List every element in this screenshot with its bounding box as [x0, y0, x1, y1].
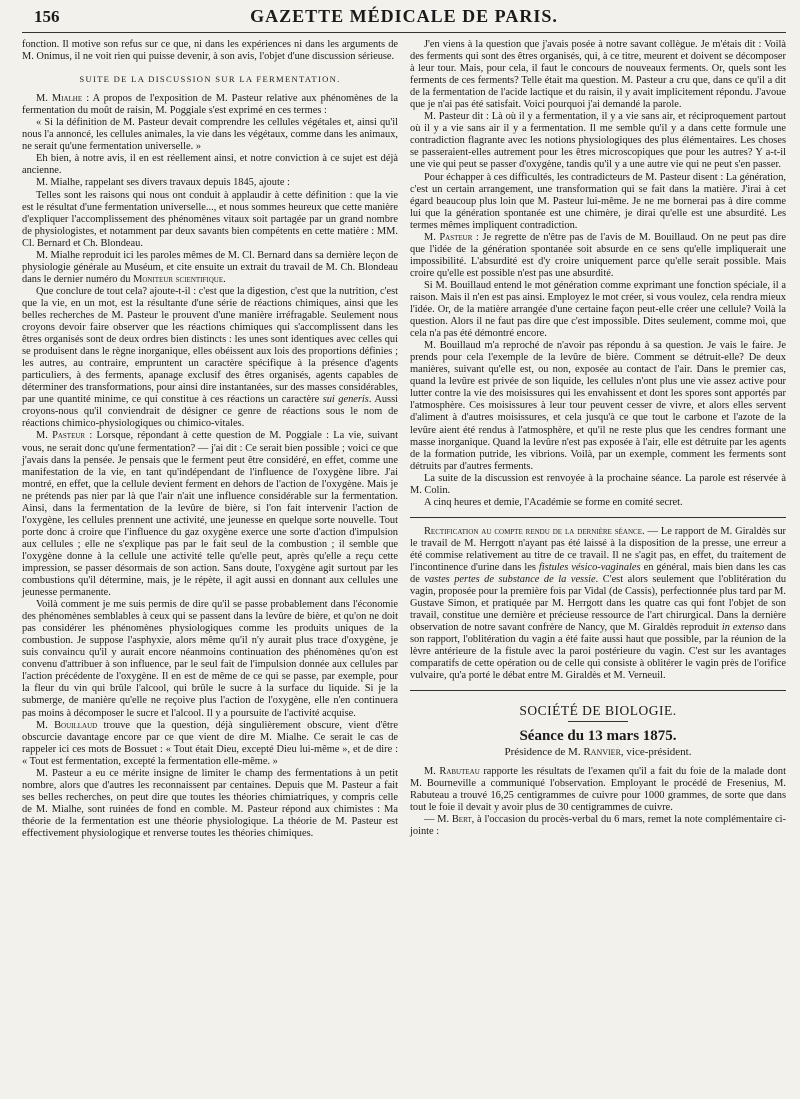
- paragraph: [410, 814, 786, 838]
- divider: [410, 517, 786, 518]
- paragraph: [22, 250, 398, 286]
- paragraph-text: en général, mais bien dans les cas de: [410, 561, 786, 586]
- paragraph: J'en viens à la question que j'avais posée à notre savant collègue. Je m'étais dit : Voilà des ferments qui sont des êtres organisés, qui, à ce titre, meurent et doivent se décomposer à leur tour. Mais, pour cela, il faut le concours de nouveaux ferments. Or, quels sont les ferments de ces ferments? Telle était ma question. M. Pasteur a cru que, dans ce qu'il a dit de la fermentation de l'acide lactique et du raisin, il y avait implicitement répondu. J'avoue que je n'ai pas été satisfait. Voici pourquoi j'ai demandé la parole.: [410, 39, 786, 111]
- paragraph-text: dans son rapport, l'oblitération du vagin a été faite aussi haut que possible, par la réunion de la lèvre antérieure de la fistule avec la paroi postérieure du vagin. C'est sur les avantages comparatifs de cette opération ou de celle qui consiste à oblitérer le vagin près de l'orifice vulvaire, qu'a porté le débat entre M. Giraldès et M. Verneuil.: [410, 622, 786, 682]
- paragraph: Telles sont les raisons qui nous ont conduit à applaudir à cette définition : que la vie est le résultat d'une fermentation universelle..., et nous sommes heureux que cette manière d'expliquer l'accomplissement des phénomènes vitaux soit partagée par un grand nombre de physiologistes, et notamment par deux savants bien compétents en cette matière : MM. Cl. Bernard et Ch. Blondeau.: [22, 189, 398, 249]
- paragraph-text: .: [223, 273, 226, 285]
- paragraph-text: M. Mialhe reproduit ici les paroles mêmes de M. Cl. Bernard dans sa dernière leçon de physiologie générale au Muséum, et cite ensuite un extrait du travail de M. Ch. Blondeau dans le dernier numéro du: [22, 249, 398, 285]
- paragraph: M. Pasteur dit : Là où il y a fermentation, il y a vie sans air, et réciproquement partout où il y a vie sans air il y a fermentation. Il me semble qu'il y a dans cette formule une contradiction flagrante avec les notions physiologiques des plus élémentaires. Les choses se passeraient-elles autrement pour les êtres microscopiques que pour les autres? Y a-t-il une vie qui peut se passer d'oxygène, tandis qu'il y a une autre vie qui ne peut s'en passer.: [410, 111, 786, 171]
- rectification-heading: Rectification au compte rendu de la dernière séance.: [424, 525, 645, 537]
- rectification-paragraph: [410, 526, 786, 683]
- speaker-name: M. Pasteur: [36, 430, 86, 442]
- paragraph: [22, 720, 398, 768]
- society-title: SOCIÉTÉ DE BIOLOGIE.: [519, 703, 677, 719]
- italic-term: sui generis: [322, 394, 369, 406]
- paragraph: [410, 766, 786, 814]
- italic-term: fistules vésico-vaginales: [538, 561, 641, 573]
- left-column: [22, 39, 398, 840]
- paragraph: [22, 430, 398, 599]
- paragraph: M. Pasteur a eu ce mérite insigne de limiter le champ des fermentations à un petit nombre, alors que d'autres les reconnaissent par centaines. Depuis que M. Pasteur a fait ses belles recherches, on peut dire que toutes les théories chimiatriques, y compris celle de M. Mialhe, sont ruinées de fond en comble. M. Pasteur répond aux chimistes : Ma théorie de la fermentation est une théorie physiologique. La théorie de M. Pasteur est effectivement physiologique et renverse toutes les théories chimiques.: [22, 767, 398, 839]
- paragraph: Pour échapper à ces difficultés, les contradicteurs de M. Pasteur disent : La génération, c'est un certain arrangement, une transformation qui se fait dans la matière. J'irai à cet égard beaucoup plus loin que M. Pasteur lui-même. Je ne me bornerai pas à dire comme lui que la génération spontanée est une chimère, je dirai qu'elle est une absurdité. Les termes mêmes impliquent contradiction.: [410, 171, 786, 231]
- speaker-name: M. Mialhe: [36, 93, 83, 105]
- paragraph: La suite de la discussion est renvoyée à la prochaine séance. La parole est réservée à M. Colin.: [410, 472, 786, 496]
- paragraph-text: Que conclure de tout cela? ajoute-t-il : c'est que la digestion, c'est que la nutrition, c'est que la vie, en un mot, est la résultante d'une série de réactions chimiques, ainsi que les belles recherches de M. Pasteur le prouvent d'une manière irréfragable. Seulement nous croyons devoir faire observer que les réactions chimiques qui s'accomplissent dans les êtres organisés sont de deux ordres bien distincts : les unes sont identiques avec celles qui se produisent dans le règne inorganique, elles obéissent aux lois des proportions définies ; les autres, au contraire, empruntent un caractère spécifique à la présence d'agents particuliers, à des ferments, apanage exclusif des êtres organisés, agents capables de déterminer des transformations, pour ainsi dire instantanées, sur des masses considérables, par une quantité minime, ce qui constitue à ces réactions un caractère: [22, 285, 398, 406]
- right-column: [410, 39, 786, 840]
- short-divider: [568, 721, 628, 722]
- session-title: Séance du 13 mars 1875.: [519, 728, 677, 745]
- italic-term: in extenso: [721, 622, 765, 634]
- italic-term: vastes pertes de substance de la vessie: [424, 574, 596, 586]
- presidency-line: [410, 746, 786, 758]
- speaker-name: M. Pasteur: [424, 231, 473, 243]
- presidency-text: Présidence de M.: [504, 745, 584, 758]
- speaker-name: M. Bouillaud: [36, 719, 98, 731]
- quotation: « Si la définition de M. Pasteur devait comprendre les cellules végétales et, ainsi qu'il nous l'a annoncé, les cellules animales, la vie dans les végétaux, comme dans les animaux, ne serait qu'une fermentation universelle. »: [22, 117, 398, 153]
- paragraph-text: trouve que la question, déjà singulièrement obscure, vient d'être obscurcie davantage encore par ce que vient de dire M. Mialhe. Ce serait le cas de rappeler ici ces mots de Bossuet : « Tout était Dieu, excepté Dieu lui-même », et de dire : « Tout est fermentation, excepté la fermentation elle-même. »: [22, 719, 398, 767]
- paragraph: Eh bien, à notre avis, il en est réellement ainsi, et notre conviction à ce sujet est déjà ancienne.: [22, 153, 398, 177]
- president-name: Ranvier: [583, 745, 621, 758]
- paragraph: A cinq heures et demie, l'Académie se forme en comité secret.: [424, 496, 683, 508]
- paragraph: M. Bouillaud m'a reproché de n'avoir pas répondu à sa question. Je vais le faire. Je prends pour cela l'exemple de la levûre de bière. Comment se détruit-elle? De deux manières, suivant qu'elle est, ou non, exposée au contact de l'air. Dans le premier cas, quand la levûre est privée de son liquide, les cellules n'ont plus une vie assez active pour lutter contre la vie des moisissures qui les envahissent et dont les spores sont apportés par l'atmosphère. Ces moisissures à leur tour peuvent cesser de vivre, et alors elles servent d'aliment à d'autres moisissures, et cela jusqu'à ce que tout le carbone et l'azote de la levûre aient été rendus à l'atmosphère, et qu'il ne reste plus que les cendres formant une masse inorganique. Quand la levûre n'est pas exposée à l'air, elle est détruite par les agents de la formation putride, les vibrions. Voilà, par un exemple, comment les ferments sont détruits par d'autres ferments.: [410, 340, 786, 472]
- paragraph: M. Mialhe, rappelant ses divers travaux depuis 1845, ajoute :: [36, 177, 290, 189]
- divider: [410, 690, 786, 691]
- paragraph: fonction. Il motive son refus sur ce que, ni dans les expériences ni dans les arguments de M. Onimus, il ne voit rien qui puisse devenir, à son avis, l'objet d'une discussion sérieuse.: [22, 39, 398, 63]
- paragraph: [410, 232, 786, 280]
- paragraph-text: — Le rapport de M. Giraldès sur le travail de M. Herrgott n'ayant pas été laissé à la disposition de la presse, une erreur a été commise relativement au titre de ce travail. Il ne s'agit pas, en effet, du traitement de l'incontinence d'urine dans les: [410, 525, 786, 573]
- journal-reference: Moniteur scientifique: [133, 273, 224, 285]
- paragraph-text: : Je regrette de n'être pas de l'avis de M. Bouillaud. On ne peut pas dire que l'idée de la génération spontanée soit absurde en ce sens qu'elle impliquerait une impossibilité. L'absurdité est d'y croire uniquement parce qu'elle serait possible. Mais croire qu'elle est possible n'est pas une absurdité.: [410, 231, 787, 279]
- speaker-name: M. Rabuteau: [424, 765, 480, 777]
- paragraph-text: : Lorsque, répondant à cette question de M. Poggiale : La vie, suivant vous, ne serait donc qu'une fermentation? — j'ai dit : Ce serait bien possible ; voici ce que j'avais dans la pensée. Je pensais que le ferment peut être considéré, en effet, comme une manifestation de la vie, en tant qu'indépendant de l'influence de l'oxygène libre. J'ai montré, en effet, que la cellule devient ferment en dehors de l'action de l'oxygène. Mais je ne prétends pas nier par là que l'air n'ait une influence considérable sur la fermentation. Ainsi, dans la fermentation de la levûre de bière, si l'on fait intervenir l'action de l'oxygène, les cellules prennent une activité, une jeunesse en quelque sorte nouvelle. Tout porte donc à croire que l'influence du gaz oxygène exerce une sorte d'action d'impulsion aux cellules ; elle ne s'explique pas par le fait seul de la combustion ; il semble que l'oxygène donne à la cellule une activité telle qu'elle peut, après qu'elle a reçu cette impression, se passer désormais de son action. Sans doute, l'oxygène agit surtout par les combustions qu'il détermine, mais, je le répète, il agit aussi en donnant aux cellules une jeunesse permanente.: [22, 430, 398, 599]
- paragraph: [22, 286, 398, 431]
- speaker-name: Bert: [451, 813, 472, 825]
- paragraph-text: : A propos de l'exposition de M. Pasteur relative aux phénomènes de la fermentation du moût de raisin, M. Poggiale s'est exprimé en ces termes :: [22, 93, 398, 117]
- two-column-body: [22, 39, 786, 840]
- section-heading: SUITE DE LA DISCUSSION SUR LA FERMENTATION.: [79, 74, 341, 85]
- paragraph-text: . Aussi croyons-nous qu'il conviendrait de désigner ce genre de réactions sous le nom de réactions chimico-physiologiques ou chimico-vitales.: [22, 394, 399, 430]
- paragraph-text: . C'est alors seulement que l'oblitération du vagin, proposée pour la première fois par Vidal (de Cassis), perfectionnée plus tard par M. Gustave Simon, et pratiquée par M. Herrgott dans les quatre cas qui font l'objet de son travail, constitue une dernière et précieuse ressource de l'art chirurgical. Dans la dernière observation de notre savant confrère de Nancy, que M. Giraldès reproduit: [410, 574, 787, 634]
- paragraph-text: rapporte les résultats de l'examen qu'il a fait du foie de la malade dont M. Bourneville a communiqué l'observation. Employant le procédé de Fresenius, M. Rabuteau a trouvé 16,25 centigrammes de cuivre pour 1000 grammes, de sorte que dans tout le foie il devait y avoir plus de 30 centigrammes de cuivre.: [410, 765, 786, 813]
- paragraph: [22, 93, 398, 117]
- page-header: [22, 4, 786, 33]
- page-number: 156: [34, 7, 60, 26]
- paragraph-text: — M.: [424, 813, 452, 825]
- paragraph: Voilà comment je me suis permis de dire qu'il se passe probablement dans l'économie des phénomènes semblables à ceux qui se passent dans la levûre de bière, et qu'on ne doit pas considérer les phénomènes physiologiques comme les produits uniques de la combustion. Je suppose l'asphyxie, alors même qu'il n'y aurait plus trace d'oxygène, je suis convaincu qu'il y aurait encore néanmoins continuation des phénomènes qu'on est convenu d'attribuer à son influence, par le seul fait de l'impulsion donnée aux cellules par l'action précédente de l'oxygène. Il en est de même de ce qui se passe, par exemple, pour la fleur du vin qui brûle l'alcool, qui brûle le sucre à la surface du liquide. Si je la submerge, de manière qu'elle ne reçoive plus l'action de l'oxygène, elle n'en continuera pas moins à décomposer le sucre et l'alcool. Il y a poursuite de l'activité acquise.: [22, 599, 398, 719]
- journal-title: GAZETTE MÉDICALE DE PARIS.: [250, 6, 558, 26]
- presidency-text: , vice-président.: [620, 745, 692, 758]
- paragraph-text: , à l'occasion du procès-verbal du 6 mars, remet la note complémentaire ci-jointe :: [410, 813, 786, 837]
- paragraph: Si M. Bouillaud entend le mot génération comme exprimant une fonction spéciale, il a raison. Mais il n'en est pas ainsi. Employez le mot créer, si vous voulez, cela rendra mieux l'idée. Or, de la matière arrangée d'une certaine façon peut-elle créer une cellule? Voilà la question. Alors il ne faut pas dire que c'est impossible. Dites seulement, comme moi, que cela n'a pas été démontré encore.: [410, 279, 786, 340]
